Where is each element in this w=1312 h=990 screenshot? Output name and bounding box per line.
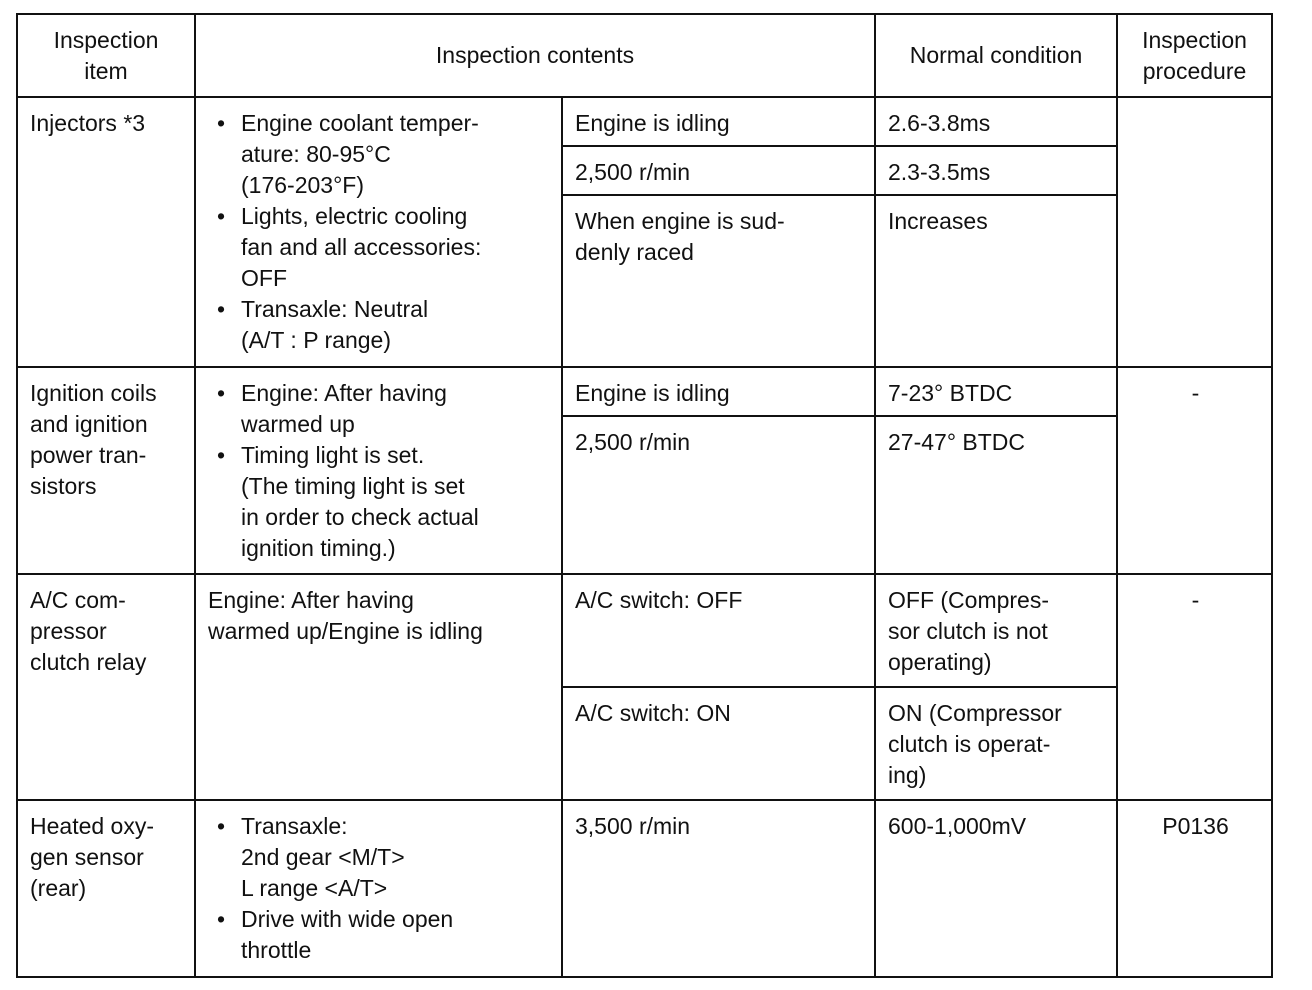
list-item [208,440,551,564]
list-item-line: • Timing light is set. [241,442,425,468]
list-item-line: • Transaxle: [241,813,348,839]
list-item-line: 2nd gear <M/T> [241,844,405,870]
header-item-line: Inspection [53,26,159,53]
cell-line: denly raced [575,239,694,265]
cell-line: pressor [30,618,107,644]
normal-ignition-idling: 7-23° BTDC [875,367,1117,416]
cell-line: warmed up/Engine is idling [208,618,483,644]
contents-ignition-idling: Engine is idling [562,367,875,416]
list-item-line: (A/T : P range) [241,327,391,353]
normal-ac-on [875,687,1117,800]
list-item-line: (176-203°F) [241,172,364,198]
list-item-line: • Engine coolant temper- [241,110,479,136]
cell-line: and ignition [30,411,148,437]
list-item-line: throttle [241,937,312,963]
procedure-injectors [1117,97,1272,367]
list-item-line: (The timing light is set [241,473,465,499]
list-item-line: • Lights, electric cooling [241,203,468,229]
list-item [208,904,551,966]
item-ac-relay [17,574,195,800]
cell-line: (rear) [30,875,87,901]
condition-list [208,108,551,356]
contents-ac-off: A/C switch: OFF [562,574,875,687]
table-row [17,367,1272,416]
normal-ac-off [875,574,1117,687]
cell-line: clutch is operat- [888,731,1051,757]
header-inspection-contents: Inspection contents [195,14,875,97]
contents-ignition-2500: 2,500 r/min [562,416,875,574]
conditions-oxygen-sensor [195,800,562,977]
contents-oxygen-sensor: 3,500 r/min [562,800,875,977]
normal-injectors-2500: 2.3-3.5ms [875,146,1117,195]
conditions-injectors [195,97,562,367]
cell-line: operating) [888,649,992,675]
normal-injectors-idling: 2.6-3.8ms [875,97,1117,146]
cell-line: Ignition coils [30,380,157,406]
normal-injectors-raced: Increases [875,195,1117,367]
list-item-line: in order to check actual [241,504,479,530]
cell-line: OFF (Compres- [888,587,1049,613]
list-item [208,294,551,356]
cell-line: A/C com- [30,587,126,613]
list-item [208,108,551,201]
item-oxygen-sensor [17,800,195,977]
cell-line: sistors [30,473,97,499]
header-inspection-procedure [1117,14,1272,97]
normal-ignition-2500: 27-47° BTDC [875,416,1117,574]
table-row [17,800,1272,977]
condition-list [208,378,551,564]
item-ignition [17,367,195,574]
list-item [208,811,551,904]
list-item-line: warmed up [241,411,355,437]
cell-line: When engine is sud- [575,208,785,234]
normal-oxygen-sensor: 600-1,000mV [875,800,1117,977]
cell-line: ON (Compressor [888,700,1062,726]
list-item-line: OFF [241,265,287,291]
header-row [17,14,1272,97]
list-item-line: L range <A/T> [241,875,388,901]
contents-injectors-idling: Engine is idling [562,97,875,146]
procedure-oxygen-sensor: P0136 [1117,800,1272,977]
list-item-line: fan and all accessories: [241,234,482,260]
table-row [17,97,1272,146]
cell-line: Engine: After having [208,587,414,613]
cell-line: Heated oxy- [30,813,155,839]
conditions-ignition [195,367,562,574]
table-row [17,574,1272,687]
item-injectors: Injectors *3 [17,97,195,367]
header-inspection-item [17,14,195,97]
list-item-line: • Transaxle: Neutral [241,296,429,322]
contents-ac-on: A/C switch: ON [562,687,875,800]
list-item-line: ature: 80-95°C [241,141,391,167]
contents-injectors-2500: 2,500 r/min [562,146,875,195]
inspection-table [16,13,1273,978]
cell-line: sor clutch is not [888,618,1048,644]
header-procedure-line: procedure [1142,57,1247,84]
procedure-ac-relay: - [1117,574,1272,800]
cell-line: power tran- [30,442,147,468]
list-item [208,201,551,294]
cell-line: gen sensor [30,844,144,870]
procedure-ignition: - [1117,367,1272,574]
cell-line: ing) [888,762,927,788]
condition-list [208,811,551,966]
list-item [208,378,551,440]
header-item-line: item [84,57,128,84]
condition-ac-relay [195,574,562,800]
list-item-line: ignition timing.) [241,535,396,561]
header-procedure-line: Inspection [1142,26,1247,53]
header-normal-condition: Normal condition [875,14,1117,97]
list-item-line: • Drive with wide open [241,906,454,932]
cell-line: clutch relay [30,649,147,675]
list-item-line: • Engine: After having [241,380,447,406]
contents-injectors-raced [562,195,875,367]
